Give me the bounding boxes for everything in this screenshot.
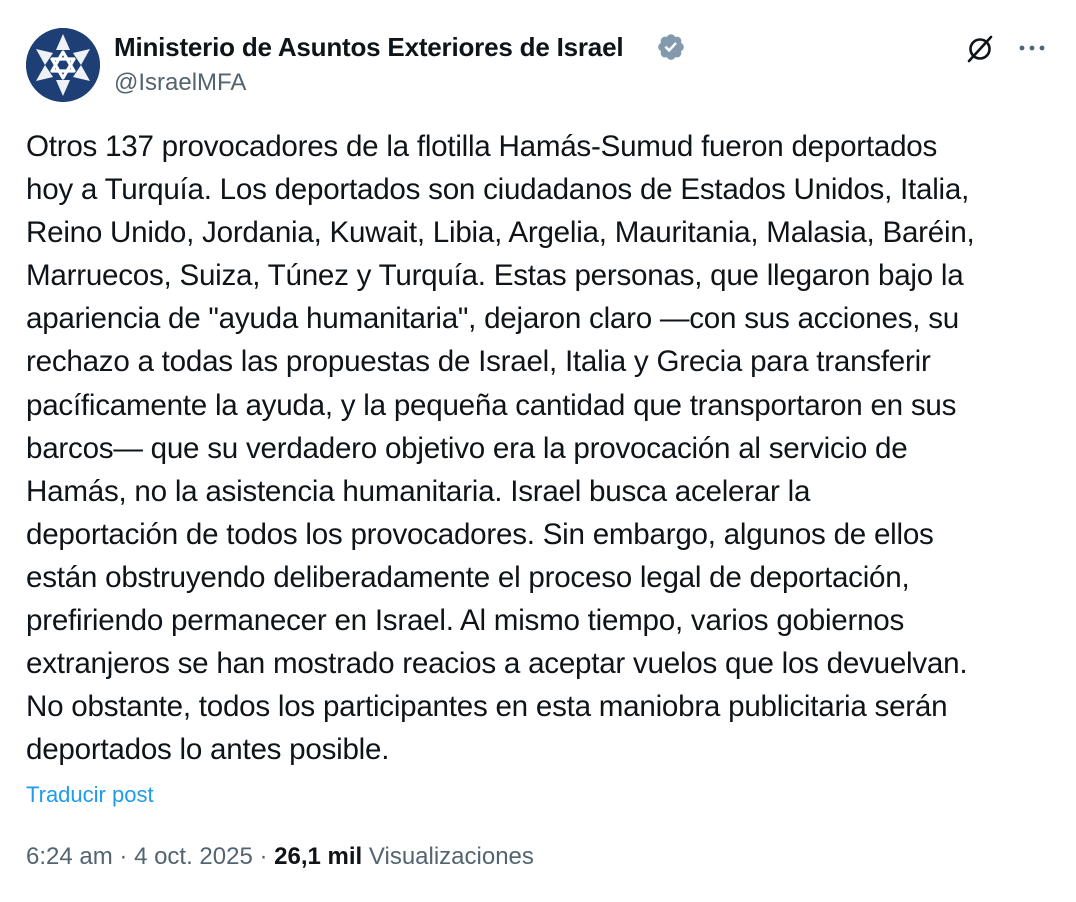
tweet-text xyxy=(26,125,1056,771)
author-handle[interactable]: @IsraelMFA xyxy=(114,69,247,96)
more-icon[interactable] xyxy=(1012,30,1052,66)
star-of-david-icon xyxy=(26,28,100,102)
views-count: 26,1 mil xyxy=(274,843,363,870)
meta-separator: · xyxy=(119,843,128,870)
views-label: Visualizaciones xyxy=(368,843,534,870)
tweet-text-line: apariencia de "ayuda humanitaria", dejaron claro —con sus acciones, su xyxy=(26,302,959,336)
tweet-text-line: Hamás, no la asistencia humanitaria. Israel busca acelerar la xyxy=(26,474,811,508)
verified-badge-icon xyxy=(656,32,686,62)
tweet-text-line: deportación de todos los provocadores. Sin embargo, algunos de ellos xyxy=(26,517,934,551)
tweet-text-line: Otros 137 provocadores de la flotilla Hamás-Sumud fueron deportados xyxy=(26,130,938,163)
grok-icon[interactable] xyxy=(962,30,998,66)
tweet-text-line: están obstruyendo deliberadamente el proceso legal de deportación, xyxy=(26,560,910,594)
translate-post-link[interactable]: Traducir post xyxy=(26,782,154,807)
tweet-text-line: prefiriendo permanecer en Israel. Al mismo tiempo, varios gobiernos xyxy=(26,604,905,638)
tweet-text-line: deportados lo antes posible. xyxy=(26,733,390,767)
tweet-text-line: extranjeros se han mostrado reacios a aceptar vuelos que los devuelvan. xyxy=(26,647,968,681)
tweet-text-line: rechazo a todas las propuestas de Israel, Italia y Grecia para transferir xyxy=(26,345,931,379)
author-display-name[interactable]: Ministerio de Asuntos Exteriores de Israel xyxy=(114,32,624,62)
tweet-text-line: Marruecos, Suiza, Túnez y Turquía. Estas personas, que llegaron bajo la xyxy=(26,259,964,293)
tweet-text-line: hoy a Turquía. Los deportados son ciudadanos de Estados Unidos, Italia, xyxy=(26,173,970,207)
tweet-meta xyxy=(26,840,534,874)
meta-separator: · xyxy=(259,843,268,870)
avatar[interactable] xyxy=(26,28,100,102)
tweet-date[interactable]: 4 oct. 2025 xyxy=(134,843,253,870)
tweet-text-line: pacíficamente la ayuda, y la pequeña cantidad que transportaron en sus xyxy=(26,388,957,422)
tweet-text-line: No obstante, todos los participantes en esta maniobra publicitaria serán xyxy=(26,690,948,724)
tweet-text-line: barcos— que su verdadero objetivo era la provocación al servicio de xyxy=(26,431,908,465)
tweet-text-line: Reino Unido, Jordania, Kuwait, Libia, Argelia, Mauritania, Malasia, Baréin, xyxy=(26,216,975,250)
tweet-time[interactable]: 6:24 am xyxy=(26,843,113,870)
